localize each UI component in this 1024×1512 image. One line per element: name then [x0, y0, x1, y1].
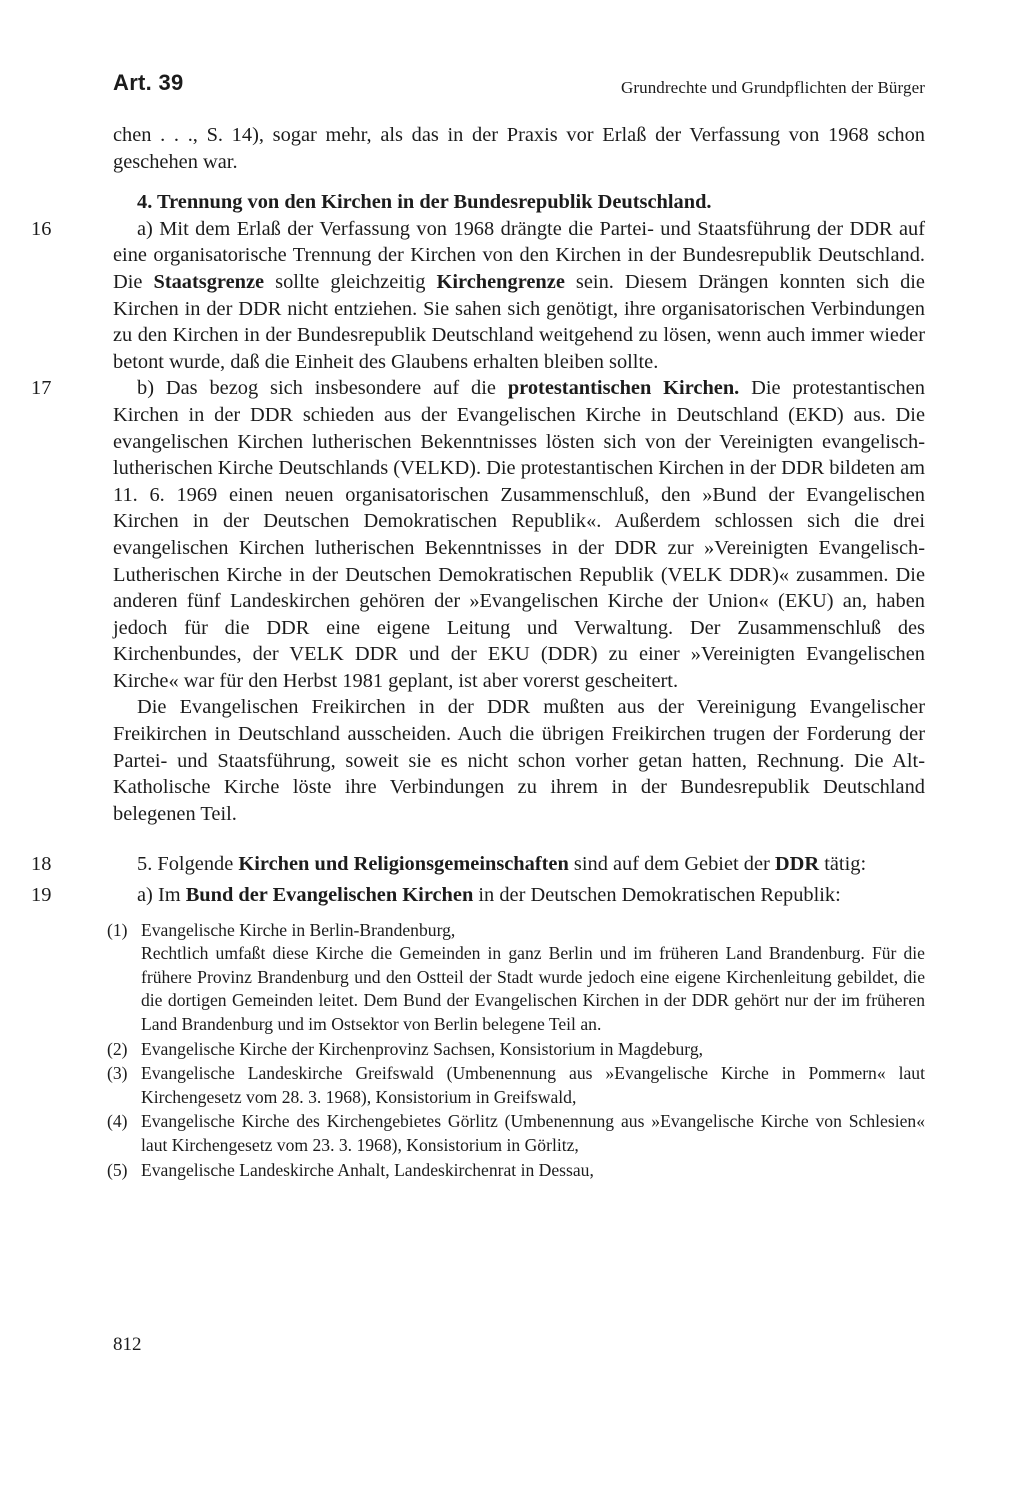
- list-item: [107, 1062, 925, 1109]
- list-item-number: (4): [107, 1111, 128, 1132]
- paragraph-18: [31, 851, 925, 878]
- body-text: [31, 122, 925, 1183]
- section-heading: [113, 189, 925, 216]
- p16-bold-2: Kirchengrenze: [436, 270, 565, 293]
- section-heading-text: 4. Trennung von den Kirchen in der Bundesrepublik Deutschland.: [137, 191, 712, 214]
- list-item: [107, 1159, 925, 1183]
- p17-bold-1: protestantischen Kirchen.: [507, 377, 740, 400]
- margin-number-16: 16: [31, 217, 52, 240]
- p16-text-1: a) Mit dem Erlaß der Verfassung von 1968 drängte die Partei- und Staatsführung der DDR auf eine organisatorische Trennung der Kirchen von den Kirchen in der Bundesrepublik Deutschland. Die: [113, 217, 925, 293]
- margin-number-18: 18: [31, 853, 52, 876]
- p16-text-2: sollte gleichzeitig: [264, 270, 437, 293]
- p18-bold-1: Kirchen und Religionsgemeinschaften: [238, 853, 569, 876]
- list-item-number: (3): [107, 1063, 128, 1084]
- list-item: [107, 1110, 925, 1157]
- page-number: 812: [113, 1334, 142, 1355]
- margin-number-19: 19: [31, 884, 52, 907]
- p16-text-3: sein. Diesem Drängen konnten sich die Kirchen in der DDR nicht entziehen. Sie sahen sich genötigt, ihre organisatorischen Verbindungen zu den Kirchen in der Bundesrepublik Deutschland weitgehend zu lösen, wenn auch immer wieder betont wurde, daß die Einheit des Glaubens erhalten bleiben sollte.: [113, 270, 925, 373]
- p19-text-1: a) Im: [137, 884, 186, 907]
- list-item-text: Evangelische Landeskirche Greifswald (Umbenennung aus »Evangelische Kirche in Pommern« laut Kirchengesetz vom 28. 3. 1968), Konsistorium in Greifswald,: [141, 1063, 925, 1107]
- p18-text-3: tätig:: [819, 853, 867, 876]
- list-item-number: (2): [107, 1038, 128, 1059]
- list-item-text: Evangelische Landeskirche Anhalt, Landeskirchenrat in Dessau,: [141, 1159, 594, 1180]
- list-item-number: (1): [107, 919, 128, 940]
- running-head: Grundrechte und Grundpflichten der Bürger: [620, 78, 925, 97]
- p18-bold-2: DDR: [774, 853, 820, 876]
- paragraph-17: [31, 375, 925, 694]
- p19-text-2: in der Deutschen Demokratischen Republik:: [473, 884, 841, 907]
- p18-text-1: 5. Folgende: [137, 853, 239, 876]
- paragraph-16: [31, 216, 925, 376]
- margin-number-17: 17: [31, 377, 52, 400]
- list-item: [107, 919, 925, 1037]
- list-item-number: (5): [107, 1159, 128, 1180]
- church-list: [107, 919, 925, 1183]
- continuation-paragraph: chen . . ., S. 14), sogar mehr, als das in der Praxis vor Erlaß der Verfassung von 1968 schon geschehen war.: [113, 124, 925, 173]
- list-item: [107, 1038, 925, 1062]
- paragraph-freikirchen: Die Evangelischen Freikirchen in der DDR mußten aus der Vereinigung Evangelischer Freikirchen in Deutschland ausscheiden. Auch die übrigen Freikirchen trugen der Forderung der Partei- und Staatsführung, soweit sie es nicht schon vorher getan hatten, Rechnung. Die Alt-Katholische Kirche löste ihre Verbindungen zu ihrem in der Bundesrepublik Deutschland belegenen Teil.: [113, 696, 925, 825]
- p16-bold-1: Staatsgrenze: [153, 270, 265, 293]
- p17-text-2: Die protestantischen Kirchen in der DDR schieden aus der Evangelischen Kirche in Deutschland (EKD) aus. Die evangelischen Kirchen lutherischen Bekenntnisses lösten sich von der Vereinigten evangelisch-lutherischen Kirche Deutschlands (VELKD). Die protestantischen Kirchen in der DDR bildeten am 11. 6. 1969 einen neuen organisatorischen Zusammenschluß, den »Bund der Evangelischen Kirchen in der Deutschen Demokratischen Republik«. Außerdem schlossen sich die drei evangelischen Kirchen lutherischen Bekenntnisses in der DDR zur »Vereinigten Evangelisch-Lutherischen Kirche in der Deutschen Demokratischen Republik (VELK DDR)« zusammen. Die anderen fünf Landeskirchen gehören der »Evangelischen Kirche der Union« (EKU) an, haben jedoch für die DDR eine eigene Leitung und Verwaltung. Der Zusammenschluß des Kirchenbundes, der VELK DDR und der EKU (DDR) zu einer »Vereinigten Evangelischen Kirche« war für den Herbst 1981 geplant, ist aber vorerst gescheitert.: [113, 377, 925, 692]
- p19-bold-1: Bund der Evangelischen Kirchen: [185, 884, 474, 907]
- p17-text-1: b) Das bezog sich insbesondere auf die: [137, 377, 508, 400]
- list-item-text: Evangelische Kirche der Kirchenprovinz Sachsen, Konsistorium in Magdeburg,: [141, 1038, 704, 1059]
- paragraph-19: [31, 882, 925, 909]
- list-item-text: Evangelische Kirche des Kirchengebietes Görlitz (Umbenennung aus »Evangelische Kirche von Schlesien« laut Kirchengesetz vom 23. 3. 1968), Konsistorium in Görlitz,: [141, 1111, 925, 1155]
- list-item-note: Rechtlich umfaßt diese Kirche die Gemeinden in ganz Berlin und im früheren Land Brandenburg. Für die frühere Provinz Brandenburg und den Ostteil der Stadt wurde jedoch eine eigene Kirchenleitung gebildet, die die dortigen Gemeinden leitet. Dem Bund der Evangelischen Kirchen in der DDR gehört nur der im früheren Land Brandenburg und im Ostsektor von Berlin belegene Teil an.: [141, 943, 925, 1034]
- p18-text-2: sind auf dem Gebiet der: [568, 853, 775, 876]
- list-item-text: Evangelische Kirche in Berlin-Brandenburg,: [141, 919, 456, 940]
- article-label: Art. 39: [113, 70, 184, 95]
